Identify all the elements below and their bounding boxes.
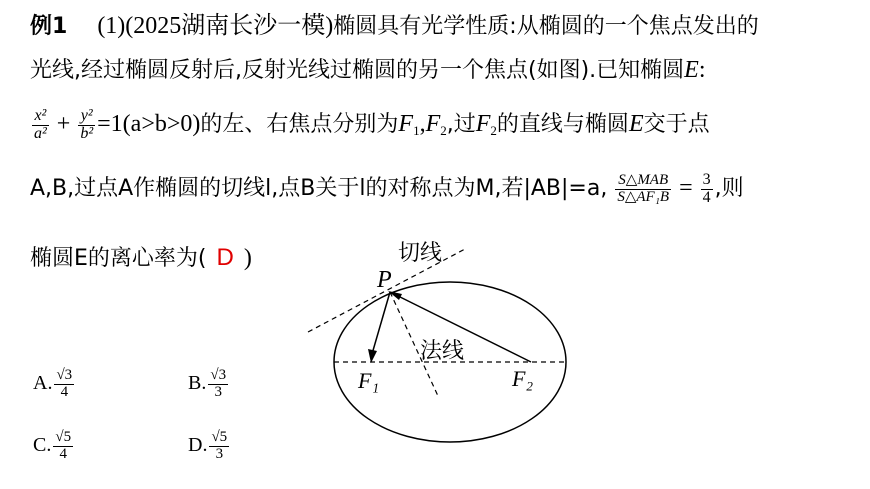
focus-2-label: F₂ <box>512 366 534 391</box>
problem-line-1 <box>30 14 759 38</box>
option-b-fraction: $\frac{√3}{3}$ <box>210 367 227 400</box>
problem-line-3: $\frac{\text{x²}}{\text{a²}}$ + $\frac{\text{y²}}{\text{b²}}$ =1(a>b>0)的左、右焦点分别为$F_1,F_2$,过$F_2$的直线与椭圆E交于点 <box>34 107 710 142</box>
point-p-label: P <box>377 267 392 293</box>
problem-line-4-text: A,B,过点A作椭圆的切线l,点B关于l的对称点为M,若|AB|=a, <box>30 175 608 201</box>
ellipse-diagram <box>290 232 590 489</box>
answer-mark: D <box>216 244 234 271</box>
option-d-fraction: $\frac{√5}{3}$ <box>211 429 228 462</box>
focus-1-label: F₁ <box>358 368 380 393</box>
option-a-fraction: $\frac{√3}{4}$ <box>56 367 73 400</box>
problem-line-2-text: 光线,经过椭圆反射后,反射光线过椭圆的另一个焦点(如图).已知椭圆 <box>30 58 685 83</box>
problem-source: (1)(2025湖南长沙一模) <box>97 13 334 39</box>
eq-x-fraction: $\frac{\text{x²}}{\text{a²}}$ <box>34 107 47 142</box>
eq-y-fraction: $\frac{\text{y²}}{\text{b²}}$ <box>80 107 94 142</box>
example-label: 例1 <box>30 14 68 39</box>
option-b[interactable]: B. $\frac{√3}{3}$ <box>188 367 227 400</box>
ellipse-name: E <box>684 57 699 83</box>
ratio-value-fraction: $\frac{3}{4}$ <box>702 171 711 206</box>
problem-line-4: A,B,过点A作椭圆的切线l,点B关于l的对称点为M,若|AB|=a, $\frac{\text{S△MAB}}{\text{S△AF₁B}}$ = $\frac{3}{4}$ ,则 <box>30 171 744 206</box>
option-a[interactable]: A. $\frac{√3}{4}$ <box>33 367 73 400</box>
option-c[interactable]: C. $\frac{√5}{4}$ <box>33 429 72 462</box>
normal-label: 法线 <box>420 339 465 364</box>
problem-line-1-text: 椭圆具有光学性质:从椭圆的一个焦点发出的 <box>333 14 759 39</box>
problem-line-5: 椭圆E的离心率为( D ) <box>30 244 252 271</box>
problem-line-5-text: 椭圆E的离心率为( <box>30 246 207 271</box>
option-c-fraction: $\frac{√5}{4}$ <box>55 429 72 462</box>
option-d[interactable]: D. $\frac{√5}{3}$ <box>188 429 228 462</box>
incident-ray-arrowhead <box>368 349 377 363</box>
problem-line-3-text: 的左、右焦点分别为 <box>200 111 399 137</box>
tangent-label: 切线 <box>398 241 443 266</box>
eq-rest: =1(a>b>0) <box>97 110 201 137</box>
area-ratio-fraction: $\frac{\text{S△MAB}}{\text{S△AF₁B}}$ <box>617 172 670 205</box>
problem-line-2: 光线,经过椭圆反射后,反射光线过椭圆的另一个焦点(如图).已知椭圆E: <box>30 57 706 83</box>
